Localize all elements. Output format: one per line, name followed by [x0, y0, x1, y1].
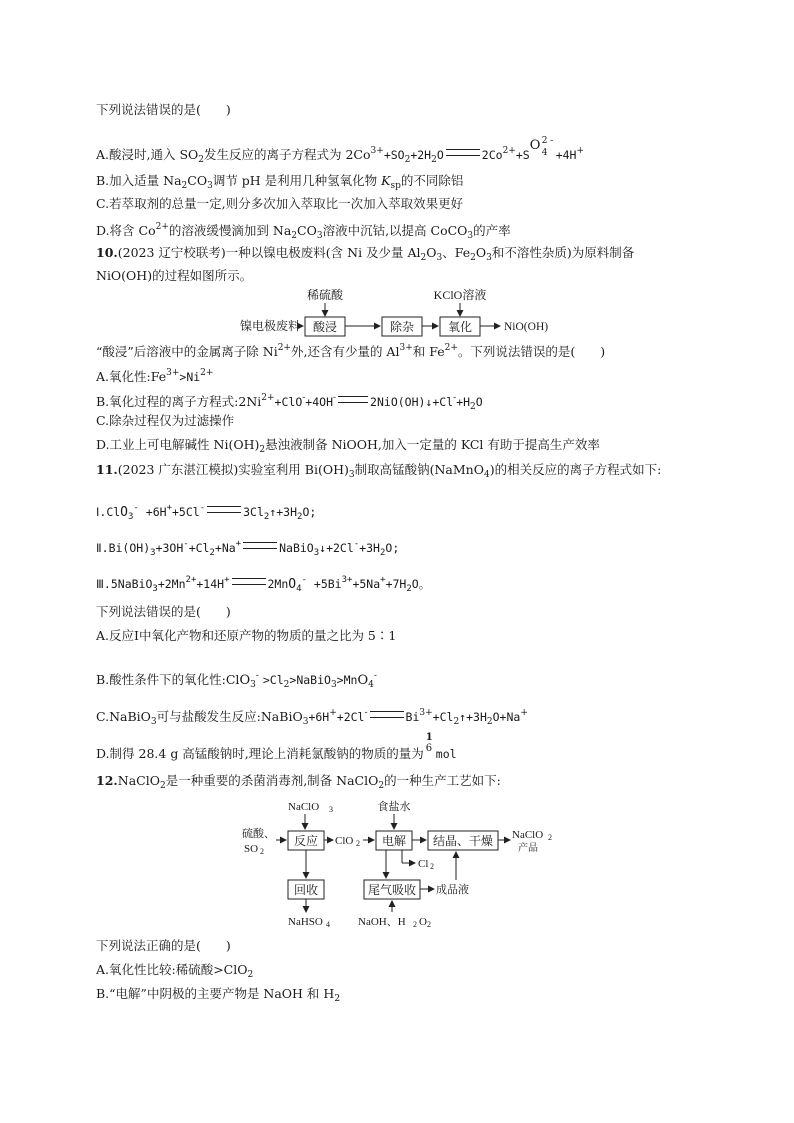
q11-option-b [96, 668, 377, 693]
q10-option-c: C.除杂过程仅为过滤操作 [96, 413, 235, 428]
q9-option-c: C.若萃取剂的总量一定,则分多次加入萃取比一次加入萃取效果更好 [96, 196, 464, 211]
sup: 2+ [261, 393, 275, 403]
text: +4OH [305, 395, 333, 409]
box-crystallize-label: 结晶、干燥 [432, 834, 494, 848]
sub: 2 [427, 920, 431, 929]
text: +Cl [188, 541, 210, 555]
text: O [419, 916, 427, 928]
text: ↑+3H [459, 710, 487, 724]
sup: - [183, 539, 189, 549]
text: B.加入适量 Na [96, 173, 182, 188]
q12-option-b [96, 986, 340, 1007]
text: 。下列说法错误的是( ) [457, 344, 606, 359]
sup: - [333, 393, 337, 403]
sup: - [133, 503, 139, 513]
text: +3OH [155, 541, 184, 555]
text: D.制得 28.4 g 高锰酸钠时,理论上消耗氯酸钠的物质的量为 [96, 746, 424, 761]
sub: 2 [406, 584, 412, 594]
sup: 2+ [200, 368, 214, 378]
text: +2Cl [336, 710, 365, 724]
text: 的一种生产工艺如下: [384, 773, 501, 788]
text: NaBiO [279, 541, 314, 555]
text: (2023 广东湛江模拟)实验室利用 Bi(OH) [117, 462, 349, 477]
text: O [239, 673, 251, 688]
text: Bi [405, 710, 420, 724]
text: A.酸浸时,通入 SO [96, 147, 199, 162]
text: +14H [196, 577, 225, 591]
text: >NaBiO [289, 673, 331, 687]
sub: 2 [404, 155, 411, 165]
text: +5Bi [313, 577, 342, 591]
text: 和 Fe [412, 344, 445, 359]
sub: 3 [302, 717, 309, 727]
sub: 2 [430, 862, 434, 871]
text: K [381, 173, 391, 188]
box-recycle-label: 回收 [293, 883, 319, 897]
sup: - [302, 393, 306, 403]
text: O [426, 245, 437, 260]
reagent-brine: 食盐水 [377, 801, 411, 813]
sup: - [373, 671, 377, 681]
sub: 3 [128, 512, 134, 522]
sub: sp [390, 181, 401, 191]
sub: 2 [181, 181, 188, 191]
text: +5Cl [171, 505, 200, 519]
sub: 2 [548, 833, 552, 842]
sup: 2+ [155, 222, 169, 232]
equals-sign [338, 396, 368, 403]
text: Ⅲ.5NaBiO [96, 577, 153, 591]
text: Ⅱ.Bi(OH) [96, 541, 151, 555]
sup: + [224, 575, 230, 585]
text: mol [435, 747, 457, 761]
sub: 3 [486, 253, 492, 263]
q10-option-b: B.氧化过程的离子方程式$:2Ni^{2+}+ClO^-+4OH^-$ $2NiO(OH)↓+Cl^-+H_2O$ [96, 393, 483, 412]
text: C.NaBiO [96, 709, 151, 724]
sup: + [576, 146, 585, 156]
text: O [288, 577, 297, 592]
q10-note [96, 340, 605, 360]
q12-option-a [96, 962, 253, 983]
equals-sign [243, 542, 277, 549]
text: “酸浸”后溶液中的金属离子除 Ni [96, 344, 278, 359]
q11-reaction-2 [96, 536, 399, 561]
text: +H [456, 395, 471, 409]
sub: 2 [470, 253, 476, 263]
q10-option-d [96, 437, 600, 458]
text: B.氧化过程的离子方程式:2Ni [96, 394, 262, 409]
output-nahso4: NaHSO [288, 916, 323, 928]
sup: + [329, 708, 337, 718]
text: O; [385, 541, 400, 555]
text: 发生反应的离子方程式为 2Co [204, 147, 371, 162]
sub: 2 [209, 548, 215, 558]
text: O; [302, 505, 317, 519]
text: >Ni [179, 370, 201, 384]
text: ↓+2Cl [319, 541, 354, 555]
flow-product: NiO(OH) [504, 321, 549, 333]
text: 3Cl [243, 505, 264, 519]
sub: 2 [247, 970, 254, 980]
text: O+Na [492, 710, 521, 724]
byproduct-cl2: Cl [418, 858, 429, 870]
flow-reagent-1: 稀硫酸 [306, 288, 344, 302]
text: O [436, 148, 444, 162]
text: 2Mn [267, 577, 289, 591]
text: >Cl [262, 673, 284, 687]
sub: 4 [368, 680, 374, 690]
sub: 3 [348, 470, 355, 480]
flow-reagent-2: KClO溶液 [433, 288, 487, 302]
q11-option-d [96, 732, 457, 762]
sub: 2 [297, 512, 303, 522]
text: D.将含 Co [96, 223, 156, 238]
sup: 3+ [166, 368, 180, 378]
text: >Mn [336, 673, 358, 687]
sub: 2 [431, 155, 437, 165]
text: Ⅰ.Cl [96, 505, 121, 519]
text: +S [515, 148, 530, 162]
sub: 3 [150, 548, 156, 558]
q12-stem [96, 773, 501, 794]
sub: 2 [378, 781, 385, 791]
text: A.氧化性比较:稀硫酸>ClO [96, 962, 248, 977]
q9-option-a [96, 136, 585, 168]
equals-sign [232, 578, 266, 585]
text: +Cl [432, 710, 454, 724]
text: 和不溶性杂质)为原料制备 [491, 245, 635, 260]
sup: + [520, 708, 528, 718]
sub: 4 [483, 470, 490, 480]
sup: - [301, 575, 307, 585]
box-electrolysis-label: 电解 [381, 834, 407, 848]
text: +ClO [274, 395, 303, 409]
q11-reaction-1 [96, 500, 316, 525]
sup: 3+ [399, 343, 413, 353]
intermediate-clo2: ClO [335, 835, 354, 847]
text: 、Fe [442, 245, 471, 260]
sup: + [380, 575, 386, 585]
q9-prompt: 下列说法错误的是( ) [96, 102, 231, 117]
sub: 3 [313, 548, 320, 558]
text: NaClO [117, 773, 160, 788]
sup: 2+ [277, 343, 291, 353]
sup: - [199, 503, 206, 513]
sup: - [255, 671, 259, 681]
text: O [529, 138, 541, 153]
sub: 2 [356, 839, 360, 848]
numerator: 1 [425, 732, 433, 743]
sup: + [235, 539, 242, 549]
flow-start: 镍电极废料 [240, 319, 301, 333]
text: +6H [145, 505, 167, 519]
q10-stem-line2: NiO(OH)的过程如图所示。 [96, 268, 253, 283]
text: +7H [385, 577, 407, 591]
sub: 3 [436, 253, 443, 263]
sub: 2 [291, 231, 298, 241]
equals-sign [446, 149, 480, 156]
flow-box-3-label: 氧化 [447, 320, 473, 334]
text: 的产率 [473, 223, 511, 238]
product-naclo2: NaClO [512, 829, 544, 841]
text: (2023 辽宁校联考)一种以镍电极废料(含 Ni 及少量 Al [117, 245, 421, 260]
equals-sign [207, 506, 241, 513]
sub: 3 [250, 680, 256, 690]
box-react-label: 反应 [293, 834, 319, 848]
text: 溶液中沉钴,以提高 CoCO [322, 223, 468, 238]
sub: 3 [329, 805, 333, 814]
reagent-sulfuric: 硫酸、 [242, 828, 275, 840]
q11-reaction-3 [96, 572, 430, 597]
sup: - [364, 708, 368, 718]
sulfate-ion [529, 136, 556, 163]
q11-prompt: 下列说法错误的是( ) [96, 604, 231, 619]
sub: 2 [334, 994, 341, 1004]
q9-option-d: D.将含 $Co^{2+}$的溶液缓慢滴加到 $Na_2CO_3$溶液中沉钴,以提高 CoCO$_3$的产率 [96, 222, 511, 241]
sup: - [353, 539, 360, 549]
q12-flow-diagram [230, 792, 570, 934]
text: CO [187, 173, 208, 188]
text: O [357, 673, 369, 688]
sub: 2 [263, 512, 270, 522]
text: 调节 pH 是利用几种氢氧化物 [212, 173, 378, 188]
text: )的相关反应的离子方程式如下: [489, 462, 662, 477]
sup: 3+ [341, 575, 353, 585]
q10-flow-diagram [230, 285, 560, 345]
q10-stem-line1: 10.(2023 辽宁校联考)一种以镍电极废料(含 Ni 及少量 $Al_2O_3$、$Fe_2O_3$和不溶性杂质)为原料制备 [96, 245, 635, 263]
sub: 2 [198, 155, 204, 165]
q11-stem [96, 462, 661, 483]
text: 的不同除铝 [400, 173, 464, 188]
text: +Na [214, 541, 236, 555]
text: 悬浊液制备 NiOOH,加入一定量的 KCl 有助于提高生产效率 [265, 437, 600, 452]
reagent-naoh-h2o2: NaOH、H [358, 916, 406, 928]
product-label: 产品 [518, 843, 538, 854]
sup: 2+ [444, 343, 458, 353]
text: 2NiO(OH)↓+Cl [370, 395, 454, 409]
text: 可与盐酸发生反应:NaBiO [156, 709, 303, 724]
sup: + [166, 503, 172, 513]
sup: 2+ [502, 146, 516, 156]
reagent-naclo3: NaClO [288, 801, 320, 813]
sub: 4 [541, 148, 548, 158]
sup: 3+ [419, 708, 433, 718]
flow-box-2-label: 除杂 [389, 320, 415, 334]
question-number: 11. [96, 462, 118, 477]
text: +2H [410, 148, 432, 162]
text: A.氧化性:Fe [96, 369, 167, 384]
text: 2Co [481, 148, 503, 162]
question-number: 10. [96, 245, 118, 260]
reagent-so2: SO [244, 843, 259, 855]
sub: 3 [467, 231, 474, 241]
sup: 2 - [541, 136, 554, 146]
equals-sign [370, 711, 404, 718]
sub: 2 [259, 445, 266, 455]
q10-option-a [96, 365, 213, 385]
text: B.酸性条件下的氧化性:Cl [96, 672, 240, 687]
text: O [120, 505, 128, 520]
q9-option-b [96, 173, 463, 194]
sup: 3+ [370, 146, 384, 156]
text: +SO [383, 148, 405, 162]
text: +2Mn [157, 577, 186, 591]
text: +3H [359, 541, 380, 555]
q11-option-c [96, 705, 528, 730]
sub: 2 [260, 847, 264, 856]
text: ↑+3H [269, 505, 298, 519]
sub: 2 [413, 920, 417, 929]
text: +4H [555, 148, 577, 162]
box-tail-gas-label: 尾气吸收 [367, 883, 417, 897]
text: 制取高锰酸钠(NaMnO [354, 462, 484, 477]
sub: 4 [296, 584, 302, 594]
sup: 2+ [185, 575, 197, 585]
sub: 2 [486, 717, 493, 727]
sub: 2 [283, 680, 290, 690]
sub: 4 [326, 920, 330, 929]
sub: 2 [453, 717, 460, 727]
question-number: 12. [96, 773, 118, 788]
sub: 2 [420, 253, 427, 263]
sub: 2 [379, 548, 386, 558]
text: B.“电解”中阴极的主要产物是 NaOH 和 H [96, 986, 335, 1001]
text: O。 [411, 577, 431, 591]
fraction [424, 732, 436, 758]
sub: 3 [150, 717, 157, 727]
sub: 3 [330, 680, 337, 690]
sub: 3 [207, 181, 213, 191]
output-product-solution: 成品液 [436, 884, 469, 896]
text: 的溶液缓慢滴加到 Na [168, 223, 292, 238]
sub: 3 [316, 231, 323, 241]
sub: 3 [152, 584, 158, 594]
q11-option-a: A.反应Ⅰ中氧化产物和还原产物的物质的量之比为 5∶1 [96, 628, 397, 643]
sub: 2 [470, 402, 476, 412]
sup: - [453, 393, 457, 403]
denominator: 6 [425, 743, 433, 754]
text: +5Na [352, 577, 381, 591]
text: +6H [308, 710, 330, 724]
text: 外,还含有少量的 Al [290, 344, 400, 359]
sub: 2 [159, 781, 166, 791]
flow-box-1-label: 酸浸 [312, 320, 338, 334]
q12-prompt: 下列说法正确的是( ) [96, 938, 231, 953]
text: 是一种重要的杀菌消毒剂,制备 NaClO [165, 773, 379, 788]
text: D.工业上可电解碱性 Ni(OH) [96, 437, 260, 452]
